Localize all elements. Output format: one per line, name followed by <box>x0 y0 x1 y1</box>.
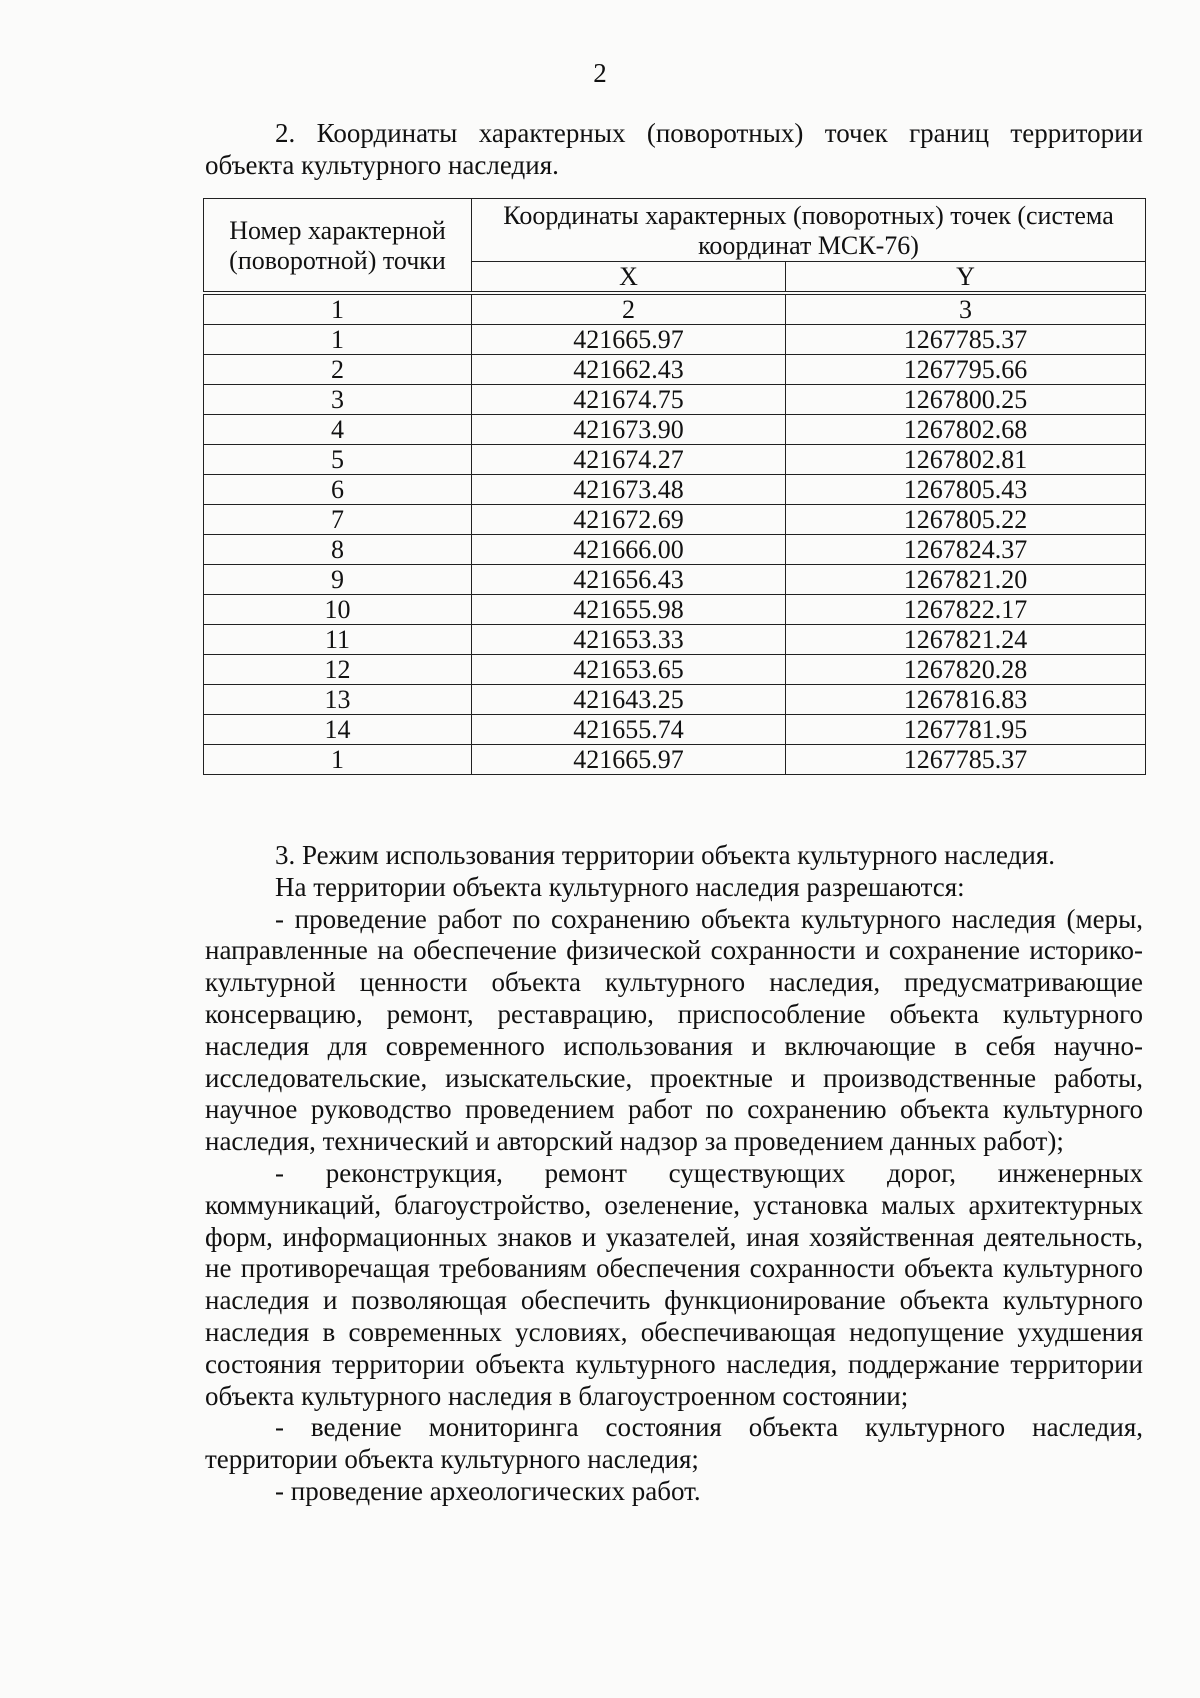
y-coordinate-cell: 1267800.25 <box>786 385 1146 415</box>
y-coordinate-cell: 1267802.68 <box>786 415 1146 445</box>
table-index-row <box>204 293 1146 325</box>
point-number-cell: 1 <box>204 325 472 355</box>
page-number: 2 <box>593 58 607 88</box>
y-coordinate-cell: 1267805.22 <box>786 505 1146 535</box>
coordinates-table-body <box>204 293 1146 775</box>
point-number-cell: 5 <box>204 445 472 475</box>
table-row <box>204 325 1146 355</box>
point-number-cell: 2 <box>204 355 472 385</box>
section-2-heading: 2. Координаты характерных (поворотных) точек границ территории объекта культурного наследия. <box>205 118 1143 180</box>
x-coordinate-cell: 421665.97 <box>472 325 786 355</box>
header-coordinates: Координаты характерных (поворотных) точек (система координат МСК-76) <box>472 199 1146 262</box>
point-number-cell: 13 <box>204 685 472 715</box>
x-coordinate-cell: 421656.43 <box>472 565 786 595</box>
coordinates-table <box>203 198 1146 775</box>
y-coordinate-cell: 1267781.95 <box>786 715 1146 745</box>
table-row <box>204 595 1146 625</box>
table-row <box>204 475 1146 505</box>
point-number-cell: 6 <box>204 475 472 505</box>
point-number-cell: 4 <box>204 415 472 445</box>
x-coordinate-cell: 421653.33 <box>472 625 786 655</box>
index-cell: 3 <box>786 293 1146 325</box>
section-3-intro: На территории объекта культурного наследия разрешаются: <box>275 871 965 902</box>
table-row <box>204 625 1146 655</box>
table-row <box>204 715 1146 745</box>
y-coordinate-cell: 1267824.37 <box>786 535 1146 565</box>
y-coordinate-cell: 1267816.83 <box>786 685 1146 715</box>
y-coordinate-cell: 1267820.28 <box>786 655 1146 685</box>
y-coordinate-cell: 1267805.43 <box>786 475 1146 505</box>
x-coordinate-cell: 421655.98 <box>472 595 786 625</box>
point-number-cell: 10 <box>204 595 472 625</box>
point-number-cell: 11 <box>204 625 472 655</box>
y-coordinate-cell: 1267802.81 <box>786 445 1146 475</box>
section-3 <box>205 840 1143 1508</box>
y-coordinate-cell: 1267795.66 <box>786 355 1146 385</box>
table-row <box>204 655 1146 685</box>
x-coordinate-cell: 421672.69 <box>472 505 786 535</box>
table-row <box>204 745 1146 775</box>
index-cell: 2 <box>472 293 786 325</box>
point-number-cell: 1 <box>204 745 472 775</box>
y-coordinate-cell: 1267822.17 <box>786 595 1146 625</box>
header-y: Y <box>786 262 1146 294</box>
x-coordinate-cell: 421665.97 <box>472 745 786 775</box>
x-coordinate-cell: 421673.48 <box>472 475 786 505</box>
x-coordinate-cell: 421643.25 <box>472 685 786 715</box>
table-row <box>204 445 1146 475</box>
header-point-number: Номер характерной (поворотной) точки <box>204 199 472 294</box>
x-coordinate-cell: 421673.90 <box>472 415 786 445</box>
index-cell: 1 <box>204 293 472 325</box>
point-number-cell: 3 <box>204 385 472 415</box>
table-row <box>204 385 1146 415</box>
header-x: X <box>472 262 786 294</box>
table-row <box>204 535 1146 565</box>
x-coordinate-cell: 421674.27 <box>472 445 786 475</box>
table-row <box>204 565 1146 595</box>
permitted-item: - ведение мониторинга состояния объекта культурного наследия, территории объекта культурного наследия; <box>205 1412 1143 1475</box>
section-3-heading: 3. Режим использования территории объекта культурного наследия. <box>275 840 1056 870</box>
point-number-cell: 8 <box>204 535 472 565</box>
y-coordinate-cell: 1267785.37 <box>786 325 1146 355</box>
table-row <box>204 415 1146 445</box>
y-coordinate-cell: 1267785.37 <box>786 745 1146 775</box>
table-row <box>204 355 1146 385</box>
point-number-cell: 9 <box>204 565 472 595</box>
table-row <box>204 685 1146 715</box>
point-number-cell: 14 <box>204 715 472 745</box>
x-coordinate-cell: 421666.00 <box>472 535 786 565</box>
x-coordinate-cell: 421655.74 <box>472 715 786 745</box>
x-coordinate-cell: 421674.75 <box>472 385 786 415</box>
permitted-item: - реконструкция, ремонт существующих дорог, инженерных коммуникаций, благоустройство, озеленение, установка малых архитектурных форм, информационных знаков и указателей, иная хозяйственная деятельность, не противоречащая требованиям обеспечения сохранности объекта культурного наследия и позволяющая обеспечить функционирование объекта культурного наследия в современных условиях, обеспечивающая недопущение ухудшения состояния территории объекта культурного наследия, поддержание территории объекта культурного наследия в благоустроенном состоянии; <box>205 1157 1143 1411</box>
point-number-cell: 12 <box>204 655 472 685</box>
permitted-item: - проведение работ по сохранению объекта культурного наследия (меры, направленные на обеспечение физической сохранности и сохранение историко-культурной ценности объекта культурного наследия, предусматривающие консервацию, ремонт, реставрацию, приспособление объекта культурного наследия для современного использования и включающие в себя научно-исследовательские, изыскательские, проектные и производственные работы, научное руководство проведением работ по сохранению объекта культурного наследия, технический и авторский надзор за проведением данных работ); <box>205 903 1143 1157</box>
point-number-cell: 7 <box>204 505 472 535</box>
x-coordinate-cell: 421662.43 <box>472 355 786 385</box>
y-coordinate-cell: 1267821.20 <box>786 565 1146 595</box>
permitted-item: - проведение археологических работ. <box>275 1475 701 1506</box>
table-row <box>204 505 1146 535</box>
y-coordinate-cell: 1267821.24 <box>786 625 1146 655</box>
x-coordinate-cell: 421653.65 <box>472 655 786 685</box>
